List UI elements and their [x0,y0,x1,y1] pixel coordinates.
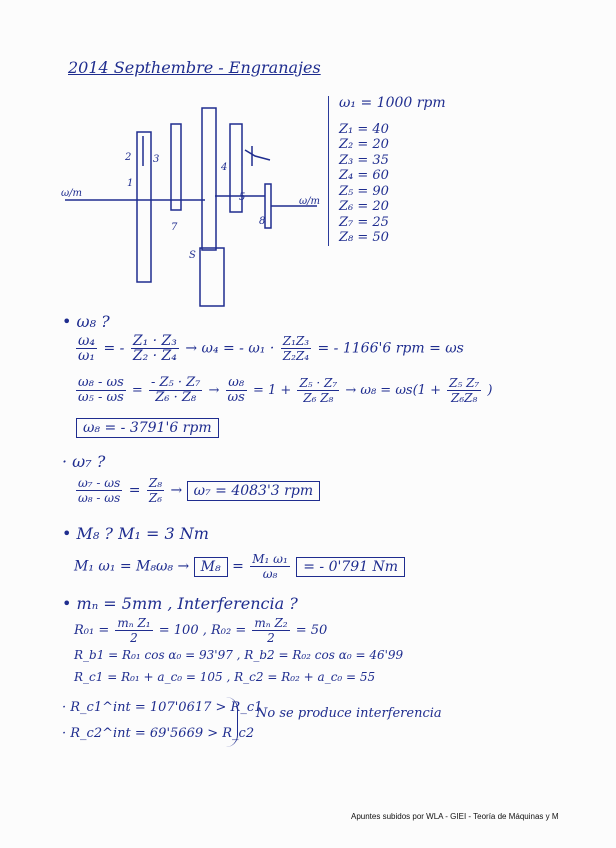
equation-r0: R₀₁ = $\frac{\text{mₙ Z₁}}{2}$ = 100 , R₀₂ = $\frac{\text{mₙ Z₂}}{2}$ = 50 [74,616,328,645]
given-z4: Z₄ = 60 [339,168,389,183]
given-z7: Z₇ = 25 [339,214,389,230]
given-w1: ω₁ = 1000 rpm [339,95,446,111]
gear-1 [137,132,151,282]
given-z6: Z₆ = 20 [339,199,389,214]
question-m8: • M₈ ? M₁ = 3 Nm [62,524,209,543]
given-z1: Z₁ = 40 [339,121,389,137]
question-interference: • mₙ = 5mm , Interferencia ? [62,594,298,613]
diagram-label-1: 1 [127,178,134,189]
question-w8: • ω₈ ? [62,312,110,331]
gear-train-diagram [55,100,325,310]
interference-conclusion: No se produce interferencia [256,706,442,721]
diagram-label-s: S [189,250,196,261]
diagram-label-8: 8 [259,216,266,227]
diagram-label-5: 5 [239,192,246,203]
given-data-list [328,96,446,246]
answer-w8: ω₈ = - 3791'6 rpm [76,420,219,436]
equation-w4: $\frac{\text{ω₄}}{\text{ω₁}}$ = - $\frac{\text{Z₁ · Z₃}}{\text{Z₂ · Z₄}}$ → ω₄ = - ω₁ · $\frac{\text{Z₁Z₃}}{\text{Z₂Z₄}}$ = - 1166'6 rpm = ωs [78,333,464,364]
sun-shaft [200,248,224,306]
footer-credit: Apuntes subidos por WLA - GIEI - Teoría de Máquinas y M [351,812,559,821]
diagram-label-output: ω/m [299,196,321,207]
equation-rc: R_c1 = R₀₁ + a_c₀ = 105 , R_c2 = R₀₂ + a_c₀ = 55 [74,670,376,684]
gear-5-carrier [202,108,216,250]
given-z8: Z₈ = 50 [339,230,389,245]
brace [223,697,238,747]
equation-w8: $\frac{\text{ω₈ - ωs}}{\text{ω₅ - ωs}}$ = $\frac{\text{- Z₅ · Z₇}}{\text{Z₆ · Z₈}}$ → $\frac{\text{ω₈}}{\omega s}$ = 1 + $\frac{\text{Z₅ · Z₇}}{\text{Z₆ Z₈}}$ → ω₈ = ωs(1 + $\frac{\text{Z₅ Z₇}}{\text{Z₆Z₈}}$ ) [78,375,493,405]
diagram-label-4: 4 [221,162,228,173]
result-rc1-int: · R_c1^int = 107'0617 > R_c1 [62,700,263,715]
equation-w7: $\frac{\text{ω₇ - ωs}}{\text{ω₈ - ωs}}$ = $\frac{\text{Z₈}}{\text{Z₆}}$ → ω₇ = 4083'3 rpm [74,476,320,505]
equation-rb: R_b1 = R₀₁ cos α₀ = 93'97 , R_b2 = R₀₂ cos α₀ = 46'99 [74,648,404,662]
diagram-label-3: 3 [153,154,160,165]
question-w7: · ω₇ ? [62,452,106,471]
given-z3: Z₃ = 35 [339,152,389,168]
diagram-label-2: 2 [125,152,132,163]
given-z5: Z₅ = 90 [339,183,389,199]
diagram-label-input: ω/m [61,188,83,199]
gear-8 [265,184,271,228]
page-title: 2014 Septhembre - Engranajes [68,58,321,77]
given-z2: Z₂ = 20 [339,137,389,152]
result-rc2-int: · R_c2^int = 69'5669 > R_c2 [62,726,255,741]
equation-m8: M₁ ω₁ = M₈ω₈ → M₈ = $\frac{\text{M₁ ω₁}}{\text{ω₈}}$ = - 0'791 Nm [74,552,405,581]
gear-2 [171,124,181,210]
diagram-label-7: 7 [171,222,178,233]
